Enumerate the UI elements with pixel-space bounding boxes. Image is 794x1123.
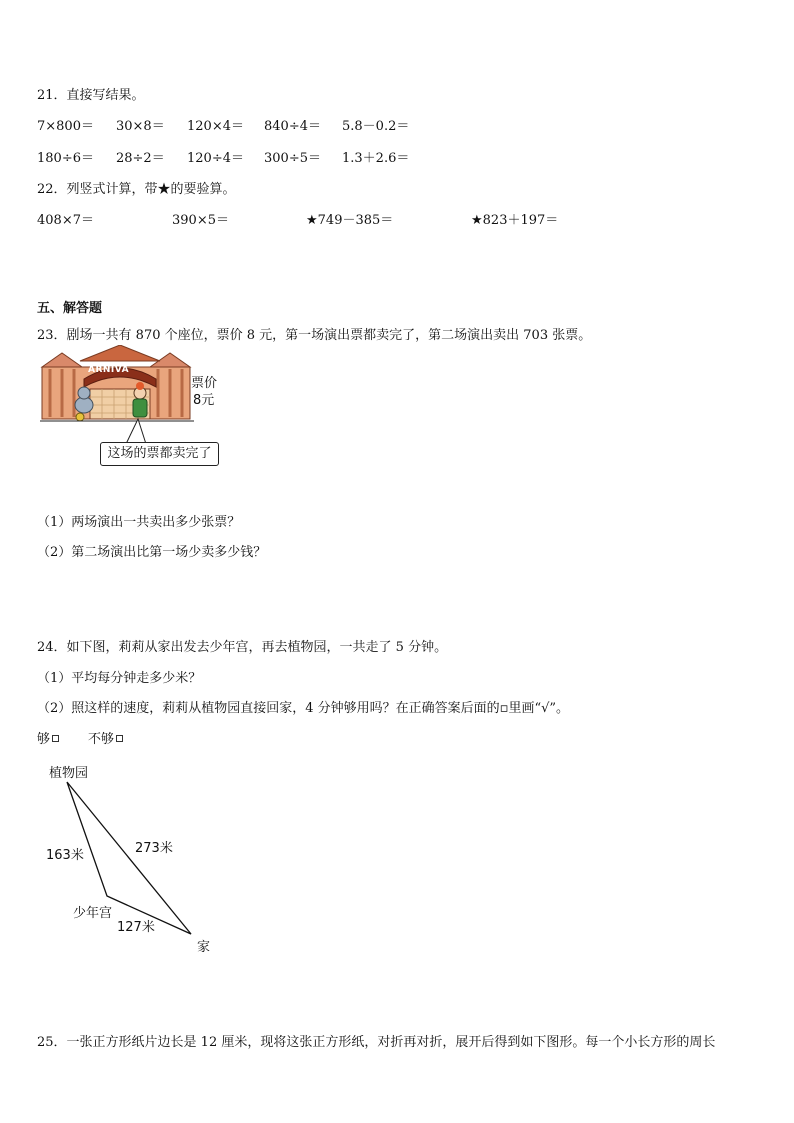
q22-item-4: ★823＋197＝ [471,213,559,228]
label-home: 家 [197,940,211,955]
q23-sub1: （1）两场演出一共卖出多少张票？ [37,515,241,530]
length-garden-home: 273米 [135,841,173,856]
q24-text: 24．如下图，莉莉从家出发去少年宫，再去植物园，一共走了 5 分钟。 [37,640,448,655]
carnival-sign-text: ARNIVA [88,365,130,375]
q21-r2-c1: 180÷6＝ [37,151,94,166]
q21-title: 21．直接写结果。 [37,88,145,103]
q21-r2-c5: 1.3＋2.6＝ [342,151,410,166]
q23-text: 23．剧场一共有 870 个座位，票价 8 元，第一场演出票都卖完了，第二场演出卖出 703 张票。 [37,328,592,343]
q22-title: 22．列竖式计算，带★的要验算。 [37,182,236,197]
q25-text: 25．一张正方形纸片边长是 12 厘米，现将这张正方形纸，对折再对折，展开后得到如下图形。每一个小长方形的周长 [37,1035,716,1050]
q21-r1-c3: 120×4＝ [187,119,244,134]
q24-option-not-enough-label: 不够 [88,732,115,747]
label-botanical-garden: 植物园 [49,766,89,781]
label-youth-palace: 少年宫 [73,906,113,921]
q21-r1-c2: 30×8＝ [116,119,165,134]
q21-r1-c4: 840÷4＝ [264,119,321,134]
q24-sub1: （1）平均每分钟走多少米？ [37,671,202,686]
section-title: 五、解答题 [37,301,103,316]
q21-r1-c1: 7×800＝ [37,119,94,134]
q22-item-1: 408×7＝ [37,213,94,228]
q24-sub2: （2）照这样的速度，莉莉从植物园直接回家，4 分钟够用吗？在正确答案后面的▫里画“√”。 [37,701,570,716]
q22-item-2: 390×5＝ [172,213,229,228]
q23-sub2: （2）第二场演出比第一场少卖多少钱？ [37,545,267,560]
speech-bubble: 这场的票都卖完了 [100,442,219,466]
q21-r1-c5: 5.8－0.2＝ [342,119,410,134]
q22-item-3: ★749－385＝ [306,213,394,228]
q21-r2-c2: 28÷2＝ [116,151,165,166]
ticket-price-label-line1: 票价 [191,376,218,391]
q24-option-enough-label: 够 [37,732,51,747]
q21-r2-c4: 300÷5＝ [264,151,321,166]
length-youth-home: 127米 [117,920,155,935]
q21-r2-c3: 120÷4＝ [187,151,244,166]
length-garden-youth: 163米 [46,848,84,863]
ticket-price-label-line2: 8元 [193,393,215,408]
